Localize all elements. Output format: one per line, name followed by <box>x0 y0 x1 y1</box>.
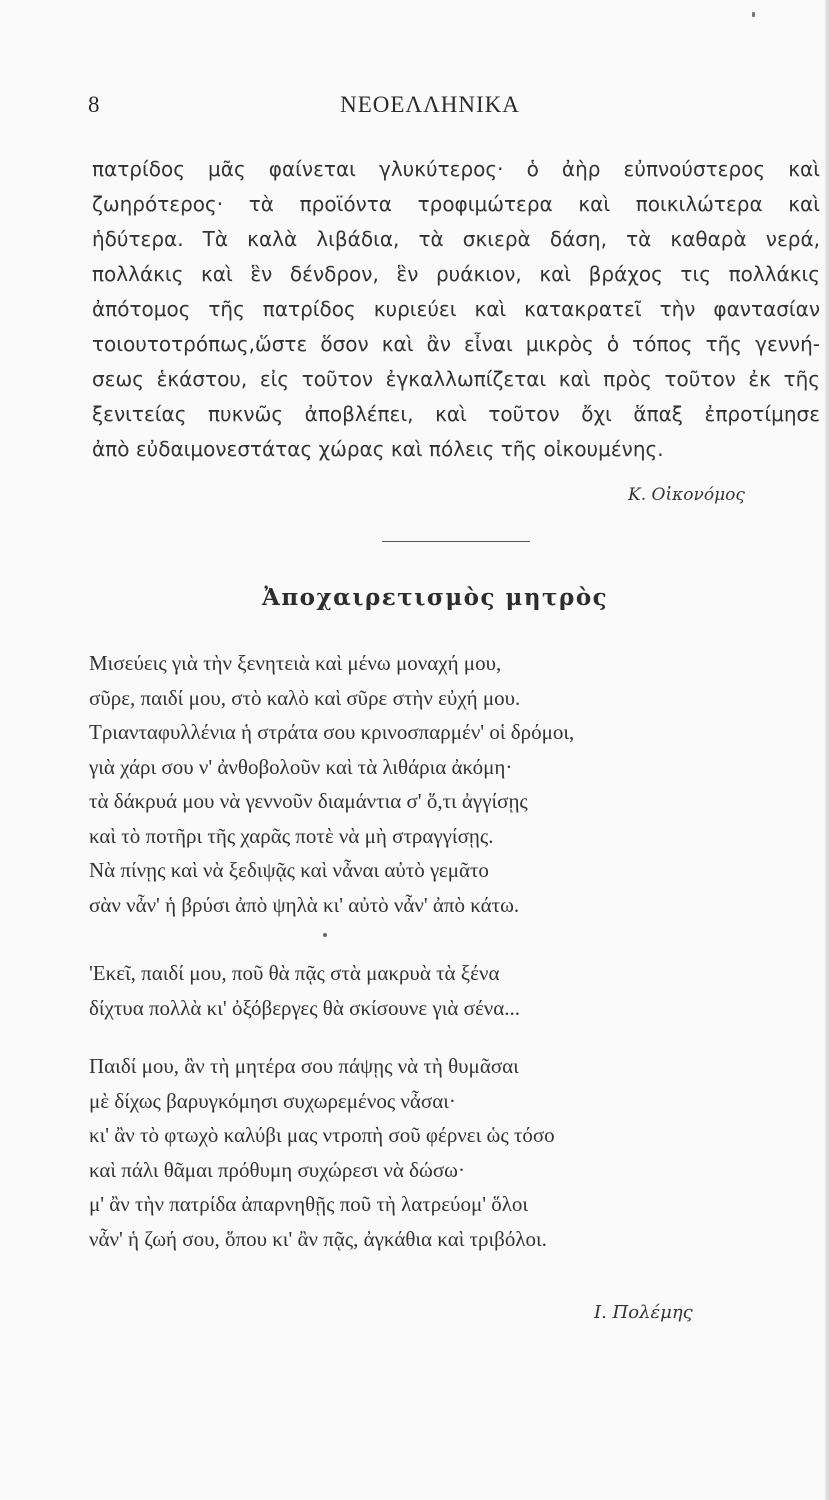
verse-line: μὲ δίχως βαρυγκόμησι συχωρεμένος νἆσαι· <box>89 1088 456 1113</box>
verse-line: 'Εκεῖ, παιδί μου, ποῦ θὰ πᾷς στὰ μακρυὰ τὰ ξένα <box>89 961 500 985</box>
ink-speck <box>752 12 755 17</box>
verse-line: γιὰ χάρι σου ν' ἀνθοβολοῦν καὶ τὰ λιθάρια ἀκόμη· <box>89 754 513 779</box>
verse-line: σῦρε, παιδί μου, στὸ καλὸ καὶ σῦρε στὴν εὐχή μου. <box>89 685 521 710</box>
poem-stanza-3 <box>89 1049 555 1256</box>
verse-line: Παιδί μου, ἂν τὴ μητέρα σου πάψῃς νὰ τὴ θυμᾶσαι <box>89 1054 519 1078</box>
verse-line: τὰ δάκρυά μου νὰ γεννοῦν διαμάντια σ' ὅ,τι ἀγγίσῃς <box>89 789 528 813</box>
section-divider <box>382 541 530 542</box>
verse-line: κι' ἂν τὸ φτωχὸ καλύβι μας ντροπὴ σοῦ φέρνει ὡς τόσο <box>89 1123 555 1147</box>
poem-stanza-2 <box>89 956 520 1025</box>
verse-line: μ' ἂν τὴν πατρίδα ἀπαρνηθῇς ποῦ τὴ λατρεύομ' ὅλοι <box>89 1192 529 1216</box>
poem-author-signature: Ι. Πολέμης <box>594 1302 693 1323</box>
prose-line: ζωηρότερος· τὰ προϊόντα τροφιμώτερα καὶ ποικιλώτερα καὶ <box>92 192 820 216</box>
prose-line: πατρίδος μᾶς φαίνεται γλυκύτερος· ὁ ἀὴρ εὐπνούστερος καὶ <box>92 157 820 181</box>
verse-line: καὶ τὸ ποτῆρι τῆς χαρᾶς ποτὲ νὰ μὴ στραγγίσῃς. <box>89 823 494 848</box>
verse-line: δίχτυα πολλὰ κι' ὀξόβεργες θὰ σκίσουνε γιὰ σένα... <box>89 995 521 1020</box>
running-title: ΝΕΟΕΛΛΗΝΙΚΑ <box>340 92 520 117</box>
prose-line: ἀπὸ εὐδαιμονεστάτας χώρας καὶ πόλεις τῆς οἰκουμένης. <box>92 437 664 461</box>
verse-line: Τριανταφυλλένια ἡ στράτα σου κρινοσπαρμέν' οἱ δρόμοι, <box>89 720 575 744</box>
prose-line: τοιουτοτρόπως,ὥστε ὅσον καὶ ἂν εἶναι μικρὸς ὁ τόπος τῆς γεννή- <box>92 332 820 356</box>
page-number: 8 <box>88 92 100 117</box>
prose-line: ἀπότομος τῆς πατρίδος κυριεύει καὶ κατακρατεῖ τὴν φαντασίαν <box>92 297 820 321</box>
verse-line: Μισεύεις γιὰ τὴν ξενητειὰ καὶ μένω μοναχή μου, <box>89 651 502 675</box>
page-edge <box>825 0 829 1500</box>
prose-line: πολλάκις καὶ ἓν δένδρον, ἓν ρυάκιον, καὶ βράχος τις πολλάκις <box>92 262 820 286</box>
verse-line: σὰν νἆν' ἡ βρύσι ἀπὸ ψηλὰ κι' αὐτὸ νἆν' ἀπὸ κάτω. <box>89 892 520 917</box>
prose-line: σεως ἑκάστου, εἰς τοῦτον ἐγκαλλωπίζεται καὶ πρὸς τοῦτον ἐκ τῆς <box>92 367 820 391</box>
prose-line: ξενιτείας πυκνῶς ἀποβλέπει, καὶ τοῦτον ὄχι ἅπαξ ἐπροτίμησε <box>92 402 820 426</box>
verse-line: Νὰ πίνῃς καὶ νὰ ξεδιψᾷς καὶ νἆναι αὐτὸ γεμᾶτο <box>89 858 489 882</box>
prose-line: ἡδύτερα. Τὰ καλὰ λιβάδια, τὰ σκιερὰ δάση, τὰ καθαρὰ νερά, <box>92 227 820 251</box>
verse-line: νἆν' ἡ ζωή σου, ὅπου κι' ἂν πᾷς, ἀγκάθια καὶ τριβόλοι. <box>89 1226 547 1251</box>
page-header <box>80 92 780 122</box>
poem-title: Ἀποχαιρετισμὸς μητρὸς <box>262 584 609 611</box>
verse-line: καὶ πάλι θᾶμαι πρόθυμη συχώρεσι νὰ δώσω· <box>89 1157 466 1182</box>
prose-author-signature: Κ. Οἰκονόμος <box>628 485 745 505</box>
stanza-separator-dot <box>323 933 327 937</box>
poem-stanza-1 <box>89 646 574 922</box>
prose-passage <box>92 152 828 467</box>
